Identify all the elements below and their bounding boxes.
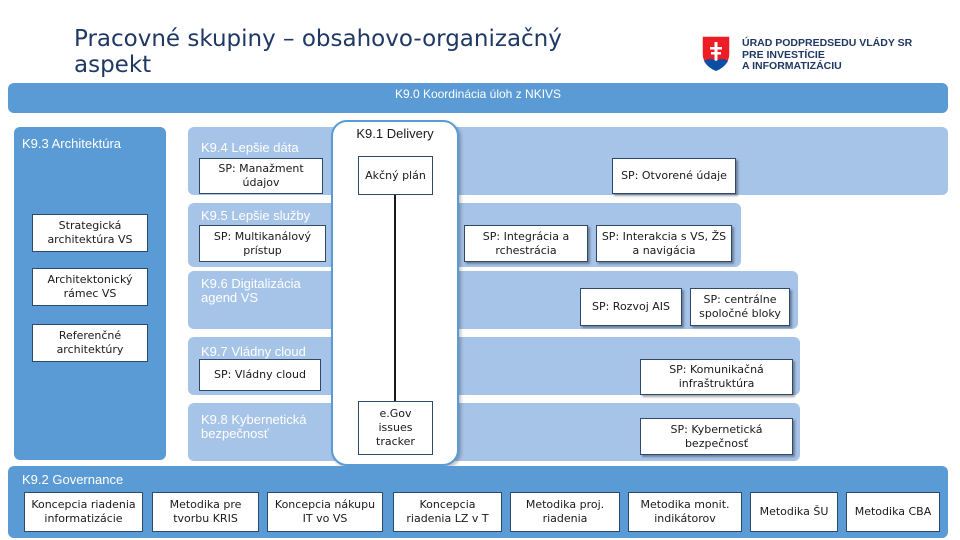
row-data-label: K9.4 Lepšie dáta xyxy=(201,140,299,155)
sp-comm-infra: SP: Komunikačná infraštruktúra xyxy=(640,359,793,395)
sp-ais: SP: Rozvoj AIS xyxy=(580,288,682,326)
gov-item: Koncepcia riadenia LZ v T xyxy=(393,492,502,532)
sp-multichannel: SP: Multikanálový prístup xyxy=(199,225,326,262)
gov-item: Koncepcia riadenia informatizácie xyxy=(24,492,143,532)
arch-strategic: Strategická architektúra VS xyxy=(32,214,148,252)
slovak-coat-of-arms-icon xyxy=(700,34,732,72)
delivery-connector-line xyxy=(394,195,396,401)
action-plan: Akčný plán xyxy=(358,156,433,195)
architecture-label: K9.3 Architektúra xyxy=(22,136,121,151)
page-title: Pracovné skupiny – obsahovo-organizačný aspekt xyxy=(74,26,562,78)
gov-item: Metodika monit. indikátorov xyxy=(628,492,742,532)
gov-item: Metodika ŠU xyxy=(750,492,838,532)
delivery-label: K9.1 Delivery xyxy=(356,126,434,141)
issues-tracker: e.Gov issues tracker xyxy=(358,401,433,455)
sp-open-data: SP: Otvorené údaje xyxy=(612,158,736,194)
gov-item: Koncepcia nákupu IT vo VS xyxy=(267,492,383,532)
row-services-label: K9.5 Lepšie služby xyxy=(201,208,311,223)
sp-integration: SP: Integrácia a rchestrácia xyxy=(464,225,588,262)
row-digital-label: K9.6 Digitalizácia agend VS xyxy=(201,276,301,305)
arch-framework: Architektonický rámec VS xyxy=(32,268,148,306)
logo-text: ÚRAD PODPREDSEDU VLÁDY SR PRE INVESTÍCIE A INFORMATIZÁCIU xyxy=(742,37,913,72)
row-cyber-label: K9.8 Kybernetická bezpečnosť xyxy=(201,412,307,441)
coordination-band: K9.0 Koordinácia úloh z NKIVS xyxy=(8,83,948,113)
gov-item: Metodika pre tvorbu KRIS xyxy=(152,492,259,532)
gov-item: Metodika proj. riadenia xyxy=(510,492,620,532)
sp-common-blocks: SP: centrálne spoločné bloky xyxy=(690,288,790,326)
sp-cyber: SP: Kybernetická bezpečnosť xyxy=(640,418,793,455)
sp-interaction: SP: Interakcia s VS, ŽS a navigácia xyxy=(596,225,732,262)
arch-reference: Referenčné architektúry xyxy=(32,324,148,362)
sp-gov-cloud: SP: Vládny cloud xyxy=(199,359,321,391)
gov-item: Metodika CBA xyxy=(846,492,940,532)
sp-data-management: SP: Manažment údajov xyxy=(199,158,323,194)
row-cloud-label: K9.7 Vládny cloud xyxy=(201,344,306,359)
governance-label: K9.2 Governance xyxy=(22,472,124,487)
